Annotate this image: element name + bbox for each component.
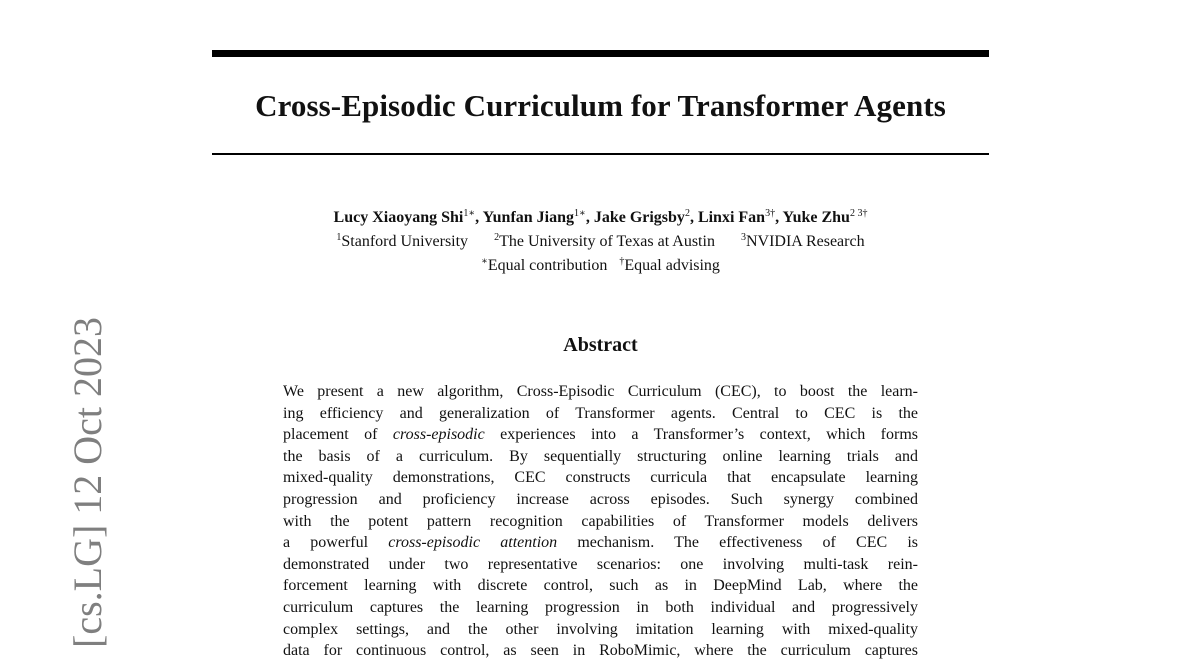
abstract-line: ing efficiency and generalization of Transformer agents. Central to CEC is the [283,404,918,422]
note [619,257,720,274]
top-rule [212,50,989,57]
note-mark: ∗ [481,256,488,267]
note-text: Equal advising [624,257,720,274]
affiliation-mark: 3 [740,232,746,243]
abstract-line: a powerful cross-episodic attention mechanism. The effectiveness of CEC is [283,534,919,552]
abstract-line: placement of cross-episodic experiences into a Transformer’s context, which forms [283,426,918,444]
author-mark: 2 3† [849,208,868,219]
author: Jake Grigsby [593,209,685,226]
abstract-line: forcement learning with discrete control, such as in DeepMind Lab, where the [283,577,918,595]
abstract-line: mixed-quality demonstrations, CEC constructs curricula that encapsulate learning [283,469,918,487]
abstract-line: the basis of a curriculum. By sequentially structuring online learning trials and [283,447,918,465]
abstract-line: with the potent pattern recognition capabilities of Transformer models delivers [283,512,918,530]
contribution-notes [212,256,989,276]
affiliation-mark: 2 [494,232,500,243]
author: Linxi Fan [697,209,766,226]
abstract-line: data for continuous control, as seen in RoboMimic, where the curriculum captures [283,642,918,660]
abstract-line: complex settings, and the other involving imitation learning with mixed-quality [283,620,918,638]
paper-title: Cross-Episodic Curriculum for Transformer Agents [255,88,946,123]
note [481,257,607,274]
abstract-body [283,381,918,662]
author-mark: 1∗ [574,208,586,219]
affiliation-name: Stanford University [341,233,469,250]
abstract-line: We present a new algorithm, Cross-Episodic Curriculum (CEC), to boost the learn- [283,383,918,400]
affiliation-list [212,232,989,252]
affiliation-mark: 1 [336,232,342,243]
author-mark: 2 [684,208,690,219]
affiliation-name: NVIDIA Research [745,233,865,250]
affiliation [741,233,865,250]
note-mark: † [619,256,625,267]
abstract-line: demonstrated under two representative scenarios: one involving multi-task rein- [283,555,918,573]
arxiv-stamp: [cs.LG] 12 Oct 2023 [65,316,110,648]
author: Yunfan Jiang [482,209,575,226]
affiliation [336,233,468,250]
author-list: Lucy Xiaoyang Shi$^{1∗}$, Yunfan Jiang$^{1∗}$, Jake Grigsby$^2$, Linxi Fan$^{3\dagger}$, Yuke Zhu$^{2 3\dagger}$ [333,208,868,226]
author: Lucy Xiaoyang Shi [333,209,464,226]
abstract-line: curriculum captures the learning progression in both individual and progressively [283,598,918,616]
author-mark: 1∗ [463,208,476,219]
affiliation [494,233,715,250]
author-mark: 3† [765,208,776,219]
affiliation-name: The University of Texas at Austin [499,233,715,250]
title-rule [212,153,989,155]
abstract-heading: Abstract [563,334,638,356]
note-text: Equal contribution [487,257,608,274]
abstract-line: progression and proficiency increase across episodes. Such synergy combined [283,490,918,508]
author: Yuke Zhu [782,209,850,226]
